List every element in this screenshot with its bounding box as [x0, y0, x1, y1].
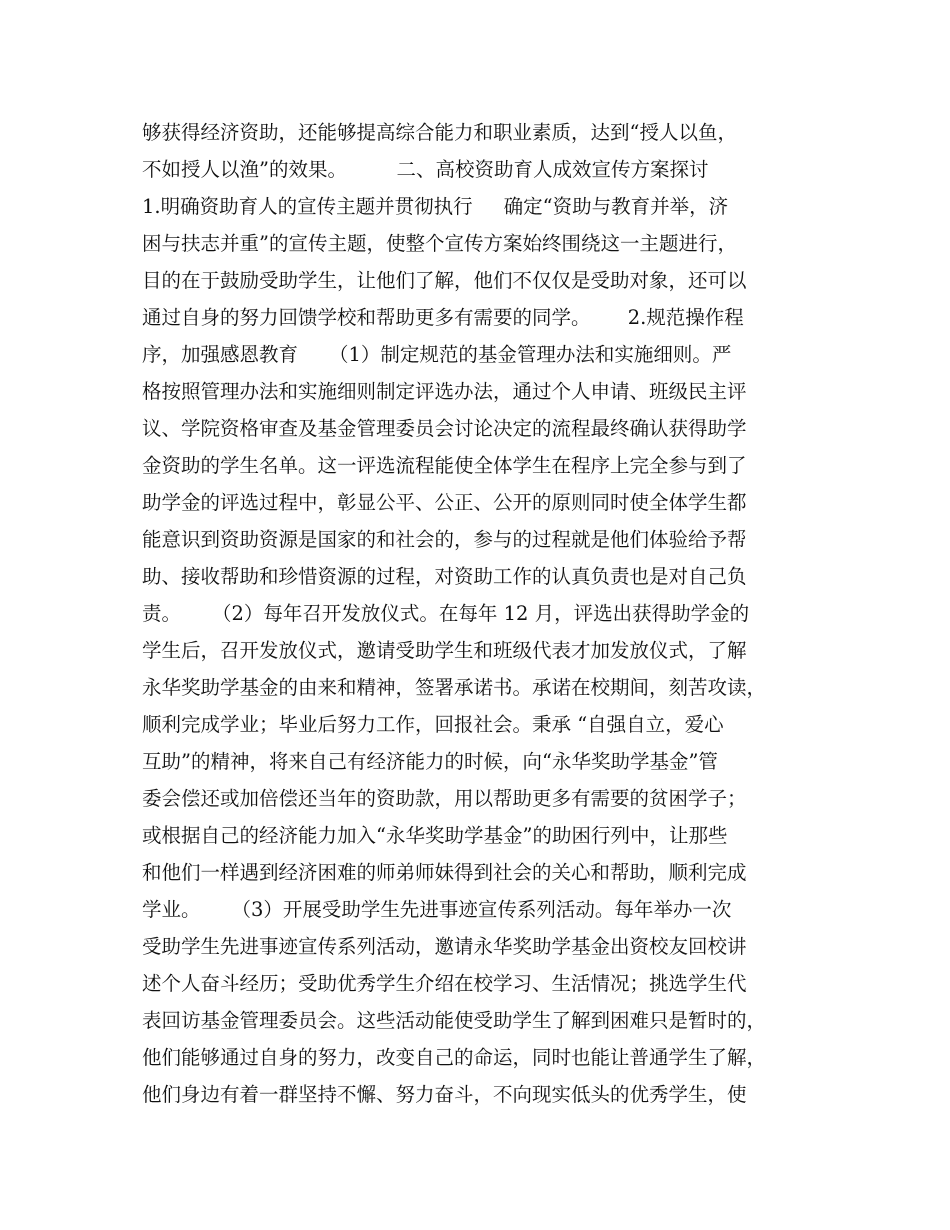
text-line: 够获得经济资助，还能够提高综合能力和职业素质，达到“授人以鱼，	[142, 121, 737, 144]
text-line: 金资助的学生名单。这一评选流程能使全体学生在程序上完全参与到了	[142, 454, 747, 477]
text-line: 责。 （2）每年召开发放仪式。在每年 12 月，评选出获得助学金的	[142, 602, 750, 625]
body-text	[142, 114, 822, 1113]
text-line: 不如授人以渔”的效果。 二、高校资助育人成效宣传方案探讨	[142, 158, 709, 181]
text-line: 通过自身的努力回馈学校和帮助更多有需要的同学。 2.规范操作程	[142, 306, 744, 329]
text-line: 互助”的精神，将来自己有经济能力的时候，向“永华奖助学基金”管	[142, 750, 718, 773]
text-line: 和他们一样遇到经济困难的师弟师妹得到社会的关心和帮助，顺利完成	[142, 861, 747, 884]
text-line: 永华奖助学基金的由来和精神，签署承诺书。承诺在校期间，刻苦攻读，	[142, 676, 767, 699]
text-line: 困与扶志并重”的宣传主题，使整个宣传方案始终围绕这一主题进行，	[142, 232, 737, 255]
text-line: 能意识到资助资源是国家的和社会的，参与的过程就是他们体验给予帮	[142, 528, 747, 551]
text-line: 委会偿还或加倍偿还当年的资助款，用以帮助更多有需要的贫困学子；	[142, 787, 747, 810]
text-line: 顺利完成学业；毕业后努力工作，回报社会。秉承 “自强自立，爱心	[142, 713, 724, 736]
text-line: 表回访基金管理委员会。这些活动能使受助学生了解到困难只是暂时的，	[142, 1009, 767, 1032]
text-line: 助、接收帮助和珍惜资源的过程，对资助工作的认真负责也是对自己负	[142, 565, 747, 588]
text-line: 序，加强感恩教育 （1）制定规范的基金管理办法和实施细则。严	[142, 343, 732, 366]
text-line: 他们能够通过自身的努力，改变自己的命运，同时也能让普通学生了解，	[142, 1046, 767, 1069]
text-line: 受助学生先进事迹宣传系列活动，邀请永华奖助学基金出资校友回校讲	[142, 935, 747, 958]
text-line: 学业。 （3）开展受助学生先进事迹宣传系列活动。每年举办一次	[142, 898, 732, 921]
text-line: 1.明确资助育人的宣传主题并贯彻执行 确定“资助与教育并举，济	[142, 195, 729, 218]
text-line: 助学金的评选过程中，彰显公平、公正、公开的原则同时使全体学生都	[142, 491, 747, 514]
text-line: 他们身边有着一群坚持不懈、努力奋斗，不向现实低头的优秀学生，使	[142, 1083, 747, 1106]
text-line: 目的在于鼓励受助学生，让他们了解，他们不仅仅是受助对象，还可以	[142, 269, 747, 292]
text-line: 或根据自己的经济能力加入“永华奖助学基金”的助困行列中，让那些	[142, 824, 728, 847]
text-line: 议、学院资格审查及基金管理委员会讨论决定的流程最终确认获得助学	[142, 417, 747, 440]
text-line: 格按照管理办法和实施细则制定评选办法，通过个人申请、班级民主评	[142, 380, 747, 403]
text-line: 述个人奋斗经历；受助优秀学生介绍在校学习、生活情况；挑选学生代	[142, 972, 747, 995]
text-line: 学生后，召开发放仪式，邀请受助学生和班级代表才加发放仪式，了解	[142, 639, 747, 662]
